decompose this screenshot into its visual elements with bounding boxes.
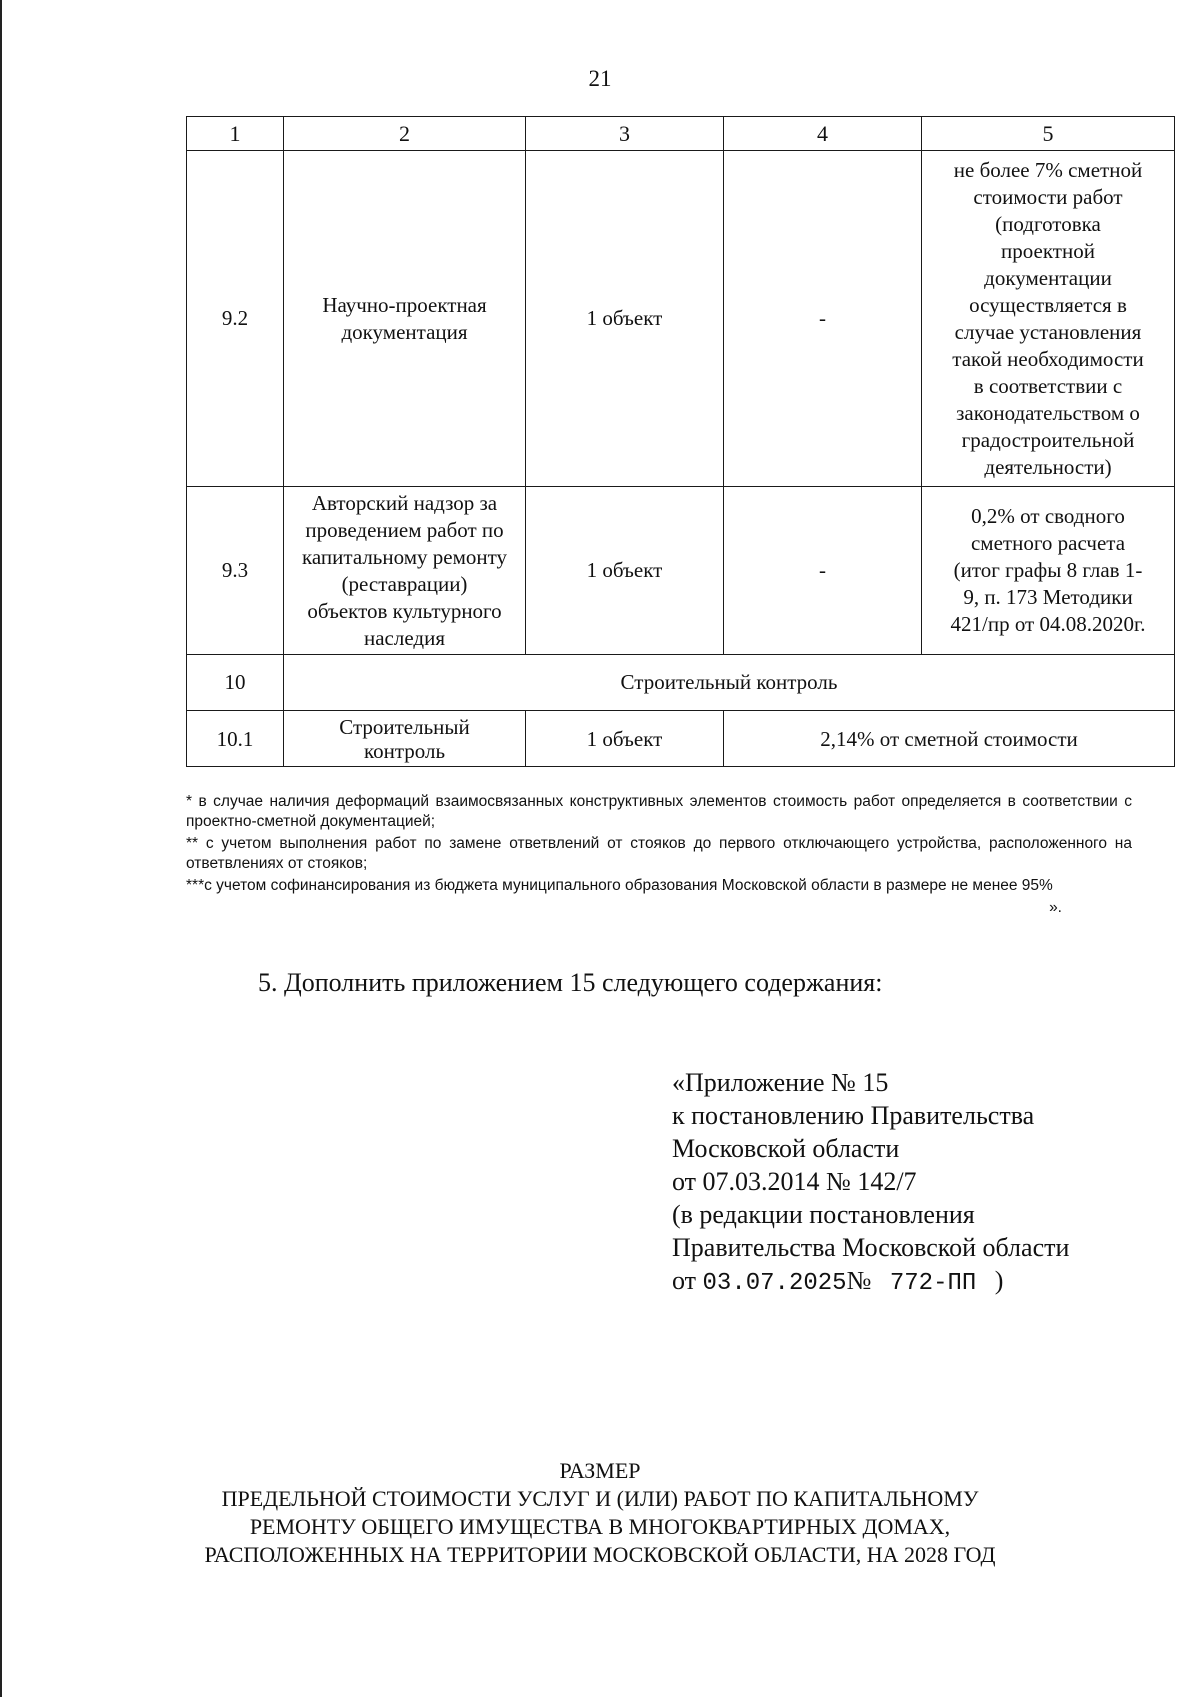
- col4-value: -: [724, 151, 922, 487]
- cost-line: документации: [984, 265, 1112, 290]
- cost-line: осуществляется в: [969, 292, 1127, 317]
- section-title: Строительный контроль: [284, 655, 1175, 711]
- row-number: 10: [187, 655, 284, 711]
- header-col-1: 1: [187, 117, 284, 151]
- cost-line: в соответствии с: [973, 373, 1123, 398]
- title-line: РЕМОНТУ ОБЩЕГО ИМУЩЕСТВА В МНОГОКВАРТИРНЫХ ДОМАХ,: [249, 1514, 951, 1539]
- cost-line: 421/пр от 04.08.2020г.: [950, 612, 1146, 636]
- cost-line: деятельности): [984, 454, 1112, 479]
- document-title: [0, 1457, 1200, 1569]
- name-line: контроль: [363, 738, 446, 763]
- number-sign: №: [846, 1266, 872, 1295]
- resolution-number: 772-ПП: [889, 1270, 977, 1297]
- header-col-2: 2: [284, 117, 526, 151]
- cost-line: такой необходимости: [952, 346, 1144, 371]
- name-line: (реставрации): [341, 571, 468, 596]
- prefix: от: [672, 1266, 697, 1295]
- appendix-reference: [672, 1066, 1069, 1300]
- name-line: объектов культурного: [307, 598, 502, 623]
- title-line: РАЗМЕР: [559, 1458, 641, 1483]
- table-row: [187, 151, 1175, 487]
- table-row: [187, 487, 1175, 655]
- page-number: 21: [588, 66, 612, 91]
- appendix-date-line: [672, 1264, 1069, 1300]
- name-line: Строительный: [339, 714, 470, 739]
- appendix-line: (в редакции постановления: [672, 1200, 975, 1229]
- work-name: Научно-проектная документация: [284, 151, 526, 487]
- cost-text: 2,14% от сметной стоимости: [724, 711, 1175, 767]
- cost-line: градостроительной: [961, 427, 1135, 452]
- resolution-date: 03.07.2025: [702, 1270, 847, 1297]
- name-line: Авторский надзор за: [311, 490, 498, 515]
- work-name: [284, 711, 526, 767]
- cost-line: законодательством о: [956, 400, 1140, 425]
- name-line: капитальному ремонту: [301, 544, 508, 569]
- quantity: 1 объект: [526, 487, 724, 655]
- footnote-3: ***с учетом софинансирования из бюджета муниципального образования Московской области в размере не менее 95%: [186, 877, 1053, 894]
- cost-text: [922, 487, 1175, 655]
- cost-line: сметного расчета: [970, 531, 1126, 555]
- name-line: наследия: [364, 625, 445, 650]
- cost-text: [922, 151, 1175, 487]
- name-line: проведением работ по: [305, 517, 504, 542]
- appendix-line: от 07.03.2014 № 142/7: [672, 1167, 917, 1196]
- header-col-4: 4: [724, 117, 922, 151]
- closing-quote: ».: [1049, 899, 1062, 916]
- cost-line: проектной: [1001, 238, 1095, 263]
- cost-line: стоимости работ: [973, 184, 1123, 209]
- item-5-text: 5. Дополнить приложением 15 следующего содержания:: [258, 968, 883, 997]
- cost-table: [186, 116, 1175, 767]
- row-number: 9.2: [187, 151, 284, 487]
- appendix-line: Московской области: [672, 1134, 900, 1163]
- table-row: [187, 711, 1175, 767]
- row-number: 9.3: [187, 487, 284, 655]
- scan-edge: [0, 0, 2, 1697]
- appendix-line: Правительства Московской области: [672, 1233, 1070, 1262]
- footnotes: [186, 792, 1132, 918]
- table-header-row: [187, 117, 1175, 151]
- work-name: [284, 487, 526, 655]
- footnote-1: * в случае наличия деформаций взаимосвязанных конструктивных элементов стоимость работ определяется в соответствии с проектно-сметной документацией;: [186, 793, 1132, 830]
- footnote-2: ** с учетом выполнения работ по замене ответвлений от стояков до первого отключающего устройства, расположенного на ответвлениях от стояков;: [186, 835, 1132, 872]
- row-number: 10.1: [187, 711, 284, 767]
- appendix-line: к постановлению Правительства: [672, 1101, 1035, 1130]
- cost-line: (итог графы 8 глав 1-: [953, 558, 1143, 582]
- quantity: 1 объект: [526, 711, 724, 767]
- cost-line: (подготовка: [995, 211, 1101, 236]
- appendix-line: «Приложение № 15: [672, 1068, 889, 1097]
- cost-line: 0,2% от сводного: [971, 504, 1125, 528]
- col4-value: -: [724, 487, 922, 655]
- table-section-row: [187, 655, 1175, 711]
- quantity: 1 объект: [526, 151, 724, 487]
- title-line: РАСПОЛОЖЕННЫХ НА ТЕРРИТОРИИ МОСКОВСКОЙ ОБЛАСТИ, НА 2028 ГОД: [204, 1542, 996, 1567]
- cost-line: случае установления: [954, 319, 1142, 344]
- footnote-end: [186, 898, 1132, 918]
- header-col-3: 3: [526, 117, 724, 151]
- closing-paren: ): [994, 1266, 1004, 1295]
- cost-line: не более 7% сметной: [953, 157, 1143, 182]
- header-col-5: 5: [922, 117, 1175, 151]
- title-line: ПРЕДЕЛЬНОЙ СТОИМОСТИ УСЛУГ И (ИЛИ) РАБОТ ПО КАПИТАЛЬНОМУ: [221, 1486, 979, 1511]
- cost-line: 9, п. 173 Методики: [963, 585, 1133, 609]
